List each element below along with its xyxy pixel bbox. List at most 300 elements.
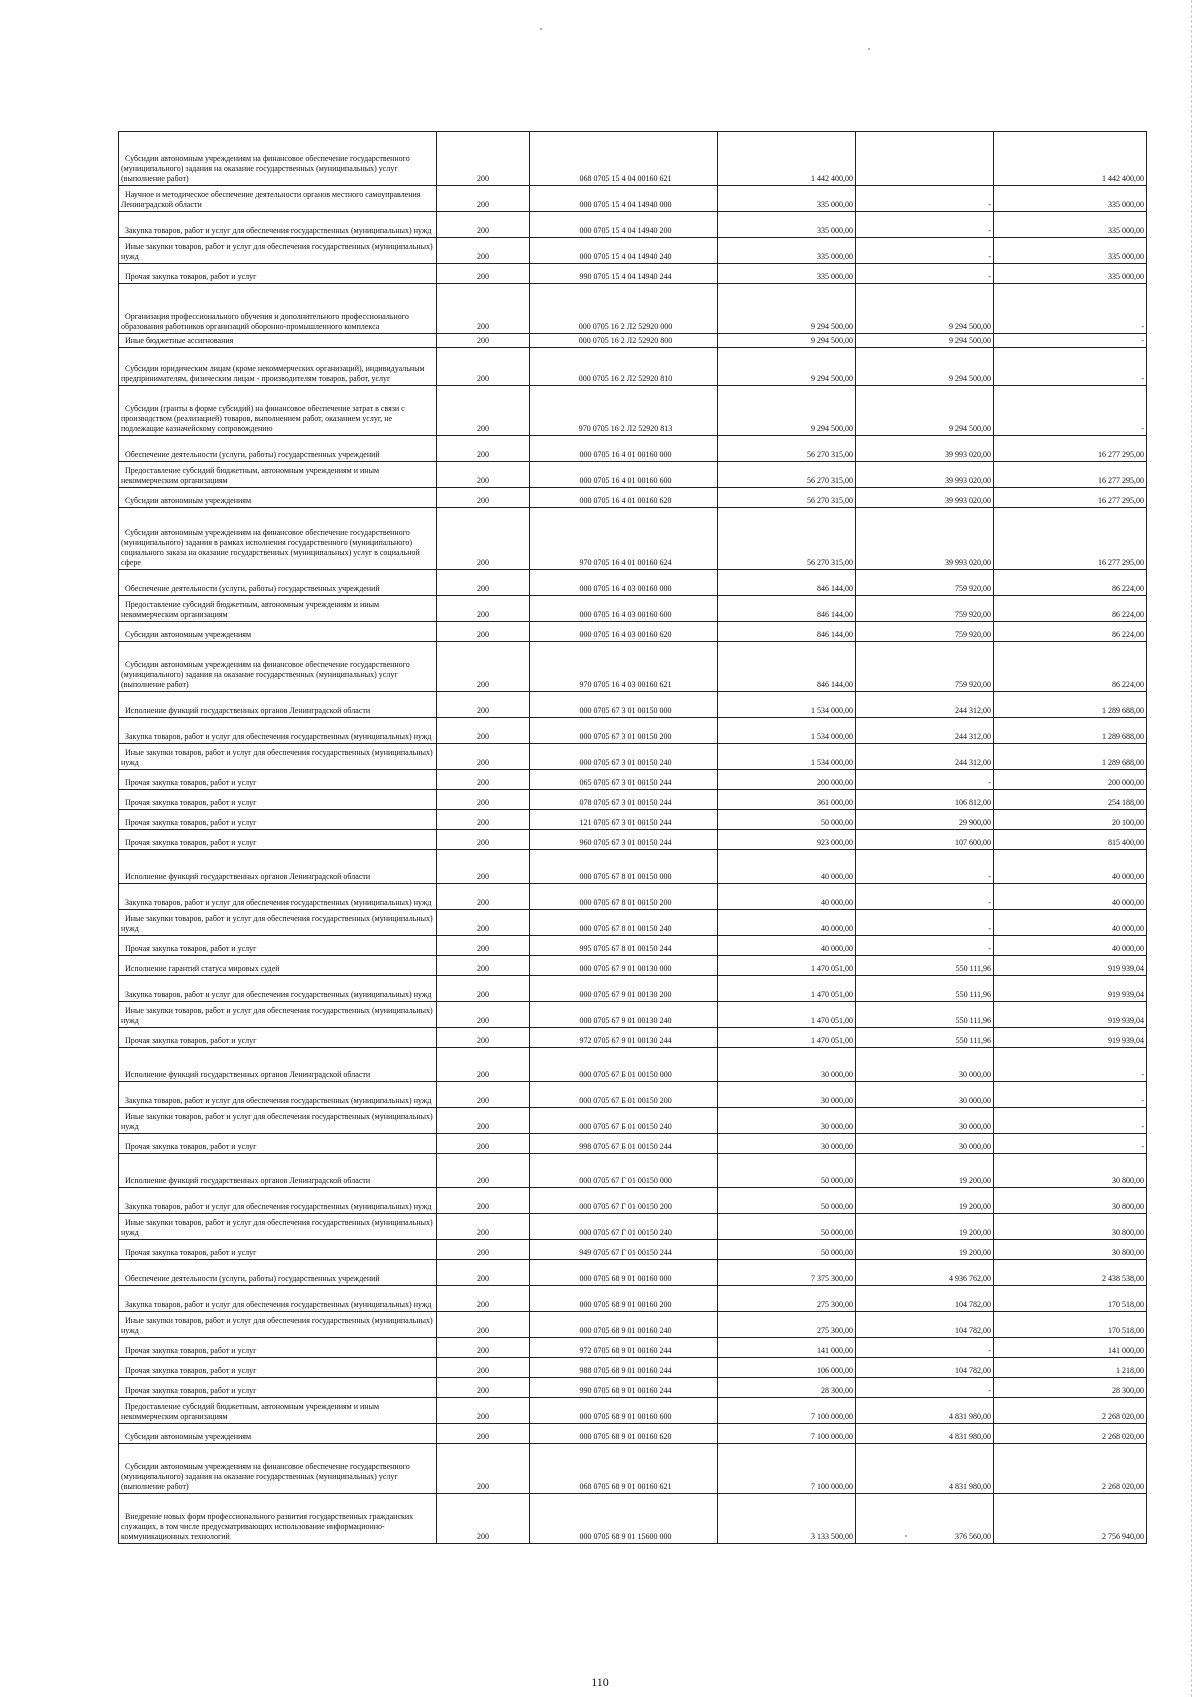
row-executed-amount: 30 000,00 bbox=[856, 1108, 994, 1134]
row-unexecuted-amount: 30 800,00 bbox=[994, 1240, 1147, 1260]
row-unexecuted-amount: 86 224,00 bbox=[994, 622, 1147, 642]
row-unexecuted-amount: 2 438 538,00 bbox=[994, 1260, 1147, 1286]
row-unexecuted-amount: - bbox=[994, 1108, 1147, 1134]
row-approved-amount: 1 534 000,00 bbox=[718, 744, 856, 770]
row-name: Субсидии автономным учреждениям bbox=[119, 488, 437, 508]
row-executed-amount: 19 200,00 bbox=[856, 1188, 994, 1214]
row-code: 200 bbox=[437, 596, 530, 622]
row-code: 200 bbox=[437, 1028, 530, 1048]
row-name: Исполнение функций государственных органов Ленинградской области bbox=[119, 1154, 437, 1188]
row-name: Научное и методическое обеспечение деятельности органов местного самоуправления Ленинградской области bbox=[119, 186, 437, 212]
row-executed-amount bbox=[856, 132, 994, 186]
row-classification: 000 0705 67 9 01 00130 240 bbox=[530, 1002, 718, 1028]
row-approved-amount: 1 534 000,00 bbox=[718, 718, 856, 744]
row-unexecuted-amount: 40 000,00 bbox=[994, 936, 1147, 956]
row-executed-amount: 550 111,96 bbox=[856, 1028, 994, 1048]
table-row bbox=[119, 790, 1147, 810]
row-code: 200 bbox=[437, 348, 530, 386]
row-code: 200 bbox=[437, 1188, 530, 1214]
row-approved-amount: 50 000,00 bbox=[718, 1154, 856, 1188]
table-row bbox=[119, 1424, 1147, 1444]
row-name: Обеспечение деятельности (услуги, работы) государственных учреждений bbox=[119, 570, 437, 596]
row-code: 200 bbox=[437, 976, 530, 1002]
row-executed-amount: 104 782,00 bbox=[856, 1286, 994, 1312]
row-classification: 000 0705 68 9 01 00160 200 bbox=[530, 1286, 718, 1312]
row-executed-amount: - bbox=[856, 884, 994, 910]
row-name: Прочая закупка товаров, работ и услуг bbox=[119, 1240, 437, 1260]
table-row bbox=[119, 488, 1147, 508]
row-classification: 000 0705 16 4 01 00160 620 bbox=[530, 488, 718, 508]
row-executed-amount: 244 312,00 bbox=[856, 692, 994, 718]
row-code: 200 bbox=[437, 264, 530, 284]
row-name: Иные закупки товаров, работ и услуг для обеспечения государственных (муниципальных) нужд bbox=[119, 238, 437, 264]
row-approved-amount: 1 442 400,00 bbox=[718, 132, 856, 186]
table-row bbox=[119, 692, 1147, 718]
table-row bbox=[119, 264, 1147, 284]
table-row bbox=[119, 770, 1147, 790]
row-name: Обеспечение деятельности (услуги, работы) государственных учреждений bbox=[119, 436, 437, 462]
row-code: 200 bbox=[437, 334, 530, 348]
row-classification: 000 0705 67 Г 01 00150 200 bbox=[530, 1188, 718, 1214]
row-approved-amount: 9 294 500,00 bbox=[718, 348, 856, 386]
table-row bbox=[119, 622, 1147, 642]
row-approved-amount: 1 470 051,00 bbox=[718, 956, 856, 976]
table-row bbox=[119, 718, 1147, 744]
row-unexecuted-amount: 1 218,00 bbox=[994, 1358, 1147, 1378]
row-executed-amount: - bbox=[856, 936, 994, 956]
row-code: 200 bbox=[437, 436, 530, 462]
row-name: Иные закупки товаров, работ и услуг для обеспечения государственных (муниципальных) нужд bbox=[119, 910, 437, 936]
row-code: 200 bbox=[437, 1312, 530, 1338]
row-classification: 000 0705 16 2 Л2 52920 800 bbox=[530, 334, 718, 348]
row-unexecuted-amount: 2 268 020,00 bbox=[994, 1424, 1147, 1444]
row-unexecuted-amount: 1 442 400,00 bbox=[994, 132, 1147, 186]
row-code: 200 bbox=[437, 956, 530, 976]
row-code: 200 bbox=[437, 1108, 530, 1134]
row-unexecuted-amount: 919 939,04 bbox=[994, 976, 1147, 1002]
row-approved-amount: 7 375 300,00 bbox=[718, 1260, 856, 1286]
row-code: 200 bbox=[437, 508, 530, 570]
row-code: 200 bbox=[437, 622, 530, 642]
row-code: 200 bbox=[437, 1154, 530, 1188]
row-code: 200 bbox=[437, 1002, 530, 1028]
row-approved-amount: 40 000,00 bbox=[718, 884, 856, 910]
row-name: Субсидии автономным учреждениям bbox=[119, 622, 437, 642]
row-unexecuted-amount: - bbox=[994, 386, 1147, 436]
row-name: Субсидии (гранты в форме субсидий) на финансовое обеспечение затрат в связи с производством (реализацией) товаров, выполнением работ, оказанием услуг, не подлежащие казначейскому сопровождению bbox=[119, 386, 437, 436]
row-executed-amount: 244 312,00 bbox=[856, 718, 994, 744]
row-classification: 000 0705 67 9 01 00130 000 bbox=[530, 956, 718, 976]
row-approved-amount: 335 000,00 bbox=[718, 212, 856, 238]
row-classification: 998 0705 67 Б 01 00150 244 bbox=[530, 1134, 718, 1154]
row-unexecuted-amount: 40 000,00 bbox=[994, 910, 1147, 936]
table-row bbox=[119, 976, 1147, 1002]
row-name: Исполнение гарантий статуса мировых судей bbox=[119, 956, 437, 976]
row-code: 200 bbox=[437, 1444, 530, 1494]
row-code: 200 bbox=[437, 1082, 530, 1108]
row-approved-amount: 361 000,00 bbox=[718, 790, 856, 810]
table-row bbox=[119, 910, 1147, 936]
row-executed-amount: - bbox=[856, 186, 994, 212]
row-classification: 000 0705 67 8 01 00150 240 bbox=[530, 910, 718, 936]
row-approved-amount: 846 144,00 bbox=[718, 596, 856, 622]
row-executed-amount: 4 831 980,00 bbox=[856, 1444, 994, 1494]
row-executed-amount: 4 831 980,00 bbox=[856, 1398, 994, 1424]
row-classification: 970 0705 16 4 03 00160 621 bbox=[530, 642, 718, 692]
row-name: Обеспечение деятельности (услуги, работы) государственных учреждений bbox=[119, 1260, 437, 1286]
row-unexecuted-amount: 30 800,00 bbox=[994, 1188, 1147, 1214]
row-executed-amount: 30 000,00 bbox=[856, 1134, 994, 1154]
row-unexecuted-amount: 200 000,00 bbox=[994, 770, 1147, 790]
row-approved-amount: 141 000,00 bbox=[718, 1338, 856, 1358]
row-name: Исполнение функций государственных органов Ленинградской области bbox=[119, 692, 437, 718]
row-executed-amount: - bbox=[856, 850, 994, 884]
table-row bbox=[119, 436, 1147, 462]
row-code: 200 bbox=[437, 1358, 530, 1378]
row-name: Субсидии автономным учреждениям на финансовое обеспечение государственного (муниципального) задания на оказание государственных (муниципальных) услуг (выполнение работ) bbox=[119, 642, 437, 692]
row-executed-amount: - bbox=[856, 264, 994, 284]
table-row bbox=[119, 956, 1147, 976]
row-unexecuted-amount: 170 518,00 bbox=[994, 1286, 1147, 1312]
row-classification: 000 0705 16 4 03 00160 600 bbox=[530, 596, 718, 622]
row-code: 200 bbox=[437, 1048, 530, 1082]
row-unexecuted-amount: 141 000,00 bbox=[994, 1338, 1147, 1358]
row-name: Прочая закупка товаров, работ и услуг bbox=[119, 1338, 437, 1358]
table-row bbox=[119, 238, 1147, 264]
table-row bbox=[119, 334, 1147, 348]
row-unexecuted-amount: 335 000,00 bbox=[994, 212, 1147, 238]
row-name: Прочая закупка товаров, работ и услуг bbox=[119, 790, 437, 810]
row-classification: 990 0705 68 9 01 00160 244 bbox=[530, 1378, 718, 1398]
row-unexecuted-amount: 30 800,00 bbox=[994, 1154, 1147, 1188]
row-executed-amount: 19 200,00 bbox=[856, 1240, 994, 1260]
row-executed-amount: 759 920,00 bbox=[856, 570, 994, 596]
row-classification: 990 0705 15 4 04 14940 244 bbox=[530, 264, 718, 284]
row-code: 200 bbox=[437, 910, 530, 936]
table-row bbox=[119, 642, 1147, 692]
row-code: 200 bbox=[437, 1338, 530, 1358]
row-code: 200 bbox=[437, 132, 530, 186]
table-row bbox=[119, 744, 1147, 770]
row-unexecuted-amount: 86 224,00 bbox=[994, 570, 1147, 596]
table-row bbox=[119, 212, 1147, 238]
row-approved-amount: 335 000,00 bbox=[718, 264, 856, 284]
row-approved-amount: 40 000,00 bbox=[718, 850, 856, 884]
row-name: Прочая закупка товаров, работ и услуг bbox=[119, 1028, 437, 1048]
row-name: Иные закупки товаров, работ и услуг для обеспечения государственных (муниципальных) нужд bbox=[119, 1108, 437, 1134]
table-row bbox=[119, 1312, 1147, 1338]
row-classification: 970 0705 16 4 01 00160 624 bbox=[530, 508, 718, 570]
row-name: Прочая закупка товаров, работ и услуг bbox=[119, 936, 437, 956]
row-classification: 121 0705 67 3 01 00150 244 bbox=[530, 810, 718, 830]
row-approved-amount: 9 294 500,00 bbox=[718, 284, 856, 334]
row-name: Прочая закупка товаров, работ и услуг bbox=[119, 770, 437, 790]
row-unexecuted-amount: 16 277 295,00 bbox=[994, 508, 1147, 570]
row-code: 200 bbox=[437, 718, 530, 744]
table-row bbox=[119, 850, 1147, 884]
table-row bbox=[119, 186, 1147, 212]
table-row bbox=[119, 1188, 1147, 1214]
row-executed-amount: 104 782,00 bbox=[856, 1312, 994, 1338]
row-classification: 000 0705 16 4 01 00160 000 bbox=[530, 436, 718, 462]
row-approved-amount: 50 000,00 bbox=[718, 1214, 856, 1240]
row-unexecuted-amount: 335 000,00 bbox=[994, 238, 1147, 264]
row-name: Исполнение функций государственных органов Ленинградской области bbox=[119, 1048, 437, 1082]
row-approved-amount: 56 270 315,00 bbox=[718, 436, 856, 462]
row-classification: 000 0705 67 3 01 00150 000 bbox=[530, 692, 718, 718]
row-classification: 000 0705 67 9 01 00130 200 bbox=[530, 976, 718, 1002]
row-unexecuted-amount: 86 224,00 bbox=[994, 642, 1147, 692]
scan-speck bbox=[868, 48, 870, 50]
row-name: Прочая закупка товаров, работ и услуг bbox=[119, 810, 437, 830]
row-code: 200 bbox=[437, 850, 530, 884]
table-row bbox=[119, 1002, 1147, 1028]
row-code: 200 bbox=[437, 386, 530, 436]
row-classification: 000 0705 67 8 01 00150 000 bbox=[530, 850, 718, 884]
row-unexecuted-amount: 2 268 020,00 bbox=[994, 1398, 1147, 1424]
row-classification: 960 0705 67 3 01 00150 244 bbox=[530, 830, 718, 850]
row-executed-amount: 30 000,00 bbox=[856, 1082, 994, 1108]
row-code: 200 bbox=[437, 744, 530, 770]
row-classification: 000 0705 15 4 04 14940 240 bbox=[530, 238, 718, 264]
row-unexecuted-amount: 170 518,00 bbox=[994, 1312, 1147, 1338]
row-unexecuted-amount: 919 939,04 bbox=[994, 1002, 1147, 1028]
row-unexecuted-amount: 919 939,04 bbox=[994, 1028, 1147, 1048]
row-name: Иные бюджетные ассигнования bbox=[119, 334, 437, 348]
row-code: 200 bbox=[437, 570, 530, 596]
row-classification: 000 0705 15 4 04 14940 000 bbox=[530, 186, 718, 212]
row-executed-amount: - bbox=[856, 910, 994, 936]
row-name: Прочая закупка товаров, работ и услуг bbox=[119, 1134, 437, 1154]
row-code: 200 bbox=[437, 642, 530, 692]
row-approved-amount: 7 100 000,00 bbox=[718, 1424, 856, 1444]
row-code: 200 bbox=[437, 488, 530, 508]
row-classification: 000 0705 67 Б 01 00150 240 bbox=[530, 1108, 718, 1134]
row-name: Закупка товаров, работ и услуг для обеспечения государственных (муниципальных) нужд bbox=[119, 976, 437, 1002]
row-unexecuted-amount: 16 277 295,00 bbox=[994, 436, 1147, 462]
row-executed-amount: 759 920,00 bbox=[856, 622, 994, 642]
row-name: Закупка товаров, работ и услуг для обеспечения государственных (муниципальных) нужд bbox=[119, 1188, 437, 1214]
row-approved-amount: 9 294 500,00 bbox=[718, 334, 856, 348]
row-name: Субсидии автономным учреждениям на финансовое обеспечение государственного (муниципального) задания на оказание государственных (муниципальных) услуг (выполнение работ) bbox=[119, 1444, 437, 1494]
row-unexecuted-amount: 16 277 295,00 bbox=[994, 488, 1147, 508]
row-classification: 000 0705 67 3 01 00150 240 bbox=[530, 744, 718, 770]
row-classification: 000 0705 16 4 03 00160 000 bbox=[530, 570, 718, 596]
row-approved-amount: 846 144,00 bbox=[718, 622, 856, 642]
row-classification: 068 0705 15 4 04 00160 621 bbox=[530, 132, 718, 186]
row-approved-amount: 1 470 051,00 bbox=[718, 1028, 856, 1048]
table-row bbox=[119, 810, 1147, 830]
row-name: Субсидии автономным учреждениям на финансовое обеспечение государственного (муниципального) задания на оказание государственных (муниципальных) услуг (выполнение работ) bbox=[119, 132, 437, 186]
table-row bbox=[119, 1082, 1147, 1108]
table-row bbox=[119, 1134, 1147, 1154]
row-approved-amount: 1 470 051,00 bbox=[718, 1002, 856, 1028]
row-executed-amount: 550 111,96 bbox=[856, 956, 994, 976]
row-classification: 000 0705 16 4 03 00160 620 bbox=[530, 622, 718, 642]
row-unexecuted-amount: 28 300,00 bbox=[994, 1378, 1147, 1398]
table-row bbox=[119, 1108, 1147, 1134]
row-classification: 000 0705 16 2 Л2 52920 810 bbox=[530, 348, 718, 386]
row-unexecuted-amount: 335 000,00 bbox=[994, 264, 1147, 284]
row-unexecuted-amount: - bbox=[994, 284, 1147, 334]
row-executed-amount: 759 920,00 bbox=[856, 596, 994, 622]
row-code: 200 bbox=[437, 936, 530, 956]
row-classification: 972 0705 68 9 01 00160 244 bbox=[530, 1338, 718, 1358]
row-unexecuted-amount: - bbox=[994, 1134, 1147, 1154]
row-classification: 065 0705 67 3 01 00150 244 bbox=[530, 770, 718, 790]
table-row bbox=[119, 1240, 1147, 1260]
table-row bbox=[119, 462, 1147, 488]
row-classification: 000 0705 67 Г 01 00150 240 bbox=[530, 1214, 718, 1240]
row-unexecuted-amount: - bbox=[994, 1082, 1147, 1108]
row-name: Закупка товаров, работ и услуг для обеспечения государственных (муниципальных) нужд bbox=[119, 1286, 437, 1312]
table-row bbox=[119, 1358, 1147, 1378]
row-approved-amount: 40 000,00 bbox=[718, 910, 856, 936]
row-classification: 000 0705 68 9 01 00160 240 bbox=[530, 1312, 718, 1338]
row-name: Субсидии автономным учреждениям bbox=[119, 1424, 437, 1444]
row-code: 200 bbox=[437, 1286, 530, 1312]
row-executed-amount: 4 831 980,00 bbox=[856, 1424, 994, 1444]
row-approved-amount: 1 470 051,00 bbox=[718, 976, 856, 1002]
row-code: 200 bbox=[437, 462, 530, 488]
row-classification: 000 0705 67 Г 01 00150 000 bbox=[530, 1154, 718, 1188]
row-classification: 000 0705 68 9 01 00160 620 bbox=[530, 1424, 718, 1444]
row-unexecuted-amount: 1 289 688,00 bbox=[994, 692, 1147, 718]
row-executed-amount: 39 993 020,00 bbox=[856, 488, 994, 508]
row-unexecuted-amount: 2 268 020,00 bbox=[994, 1444, 1147, 1494]
row-approved-amount: 7 100 000,00 bbox=[718, 1444, 856, 1494]
scan-edge-artifact bbox=[1191, 0, 1194, 1697]
row-unexecuted-amount: 1 289 688,00 bbox=[994, 718, 1147, 744]
row-approved-amount: 30 000,00 bbox=[718, 1048, 856, 1082]
row-executed-amount: 30 000,00 bbox=[856, 1048, 994, 1082]
row-executed-amount: 39 993 020,00 bbox=[856, 462, 994, 488]
row-approved-amount: 50 000,00 bbox=[718, 1188, 856, 1214]
row-unexecuted-amount: 1 289 688,00 bbox=[994, 744, 1147, 770]
row-unexecuted-amount: 254 188,00 bbox=[994, 790, 1147, 810]
row-approved-amount: 50 000,00 bbox=[718, 1240, 856, 1260]
row-approved-amount: 3 133 500,00 bbox=[718, 1494, 856, 1544]
row-name: Иные закупки товаров, работ и услуг для обеспечения государственных (муниципальных) нужд bbox=[119, 1214, 437, 1240]
row-name: Иные закупки товаров, работ и услуг для обеспечения государственных (муниципальных) нужд bbox=[119, 1002, 437, 1028]
row-unexecuted-amount: 2 756 940,00 bbox=[994, 1494, 1147, 1544]
row-approved-amount: 56 270 315,00 bbox=[718, 488, 856, 508]
row-unexecuted-amount: 815 400,00 bbox=[994, 830, 1147, 850]
row-unexecuted-amount: 30 800,00 bbox=[994, 1214, 1147, 1240]
row-name: Закупка товаров, работ и услуг для обеспечения государственных (муниципальных) нужд bbox=[119, 718, 437, 744]
row-executed-amount: 29 900,00 bbox=[856, 810, 994, 830]
row-approved-amount: 1 534 000,00 bbox=[718, 692, 856, 718]
row-unexecuted-amount: - bbox=[994, 348, 1147, 386]
page-number: 110 bbox=[591, 1675, 609, 1689]
row-unexecuted-amount: 86 224,00 bbox=[994, 596, 1147, 622]
table-row bbox=[119, 830, 1147, 850]
row-approved-amount: 275 300,00 bbox=[718, 1286, 856, 1312]
row-executed-amount: 376 560,00 bbox=[856, 1494, 994, 1544]
budget-execution-table bbox=[118, 131, 1147, 1544]
row-approved-amount: 30 000,00 bbox=[718, 1108, 856, 1134]
row-classification: 000 0705 67 3 01 00150 200 bbox=[530, 718, 718, 744]
row-name: Субсидии юридическим лицам (кроме некоммерческих организаций), индивидуальным предпринимателям, физическим лицам - производителям товаров, работ, услуг bbox=[119, 348, 437, 386]
row-executed-amount: 39 993 020,00 bbox=[856, 508, 994, 570]
row-name: Закупка товаров, работ и услуг для обеспечения государственных (муниципальных) нужд bbox=[119, 1082, 437, 1108]
row-approved-amount: 50 000,00 bbox=[718, 810, 856, 830]
table-row bbox=[119, 386, 1147, 436]
row-code: 200 bbox=[437, 1214, 530, 1240]
row-code: 200 bbox=[437, 212, 530, 238]
row-unexecuted-amount: 40 000,00 bbox=[994, 884, 1147, 910]
row-executed-amount: 106 812,00 bbox=[856, 790, 994, 810]
row-classification: 000 0705 67 Б 01 00150 200 bbox=[530, 1082, 718, 1108]
row-executed-amount: - bbox=[856, 1378, 994, 1398]
row-executed-amount: 244 312,00 bbox=[856, 744, 994, 770]
table-row bbox=[119, 1154, 1147, 1188]
row-classification: 988 0705 68 9 01 00160 244 bbox=[530, 1358, 718, 1378]
table-row bbox=[119, 570, 1147, 596]
row-code: 200 bbox=[437, 692, 530, 718]
row-code: 200 bbox=[437, 770, 530, 790]
row-name: Закупка товаров, работ и услуг для обеспечения государственных (муниципальных) нужд bbox=[119, 212, 437, 238]
row-approved-amount: 200 000,00 bbox=[718, 770, 856, 790]
row-unexecuted-amount: 335 000,00 bbox=[994, 186, 1147, 212]
table-row bbox=[119, 1338, 1147, 1358]
table-row bbox=[119, 596, 1147, 622]
row-name: Организация профессионального обучения и дополнительного профессионального образования работников организаций оборонно-промышленного комплекса bbox=[119, 284, 437, 334]
row-name: Предоставление субсидий бюджетным, автономным учреждениям и иным некоммерческим организациям bbox=[119, 462, 437, 488]
table-row bbox=[119, 1444, 1147, 1494]
row-code: 200 bbox=[437, 810, 530, 830]
row-classification: 000 0705 68 9 01 00160 000 bbox=[530, 1260, 718, 1286]
row-classification: 000 0705 67 8 01 00150 200 bbox=[530, 884, 718, 910]
scan-speck bbox=[540, 28, 542, 30]
row-code: 200 bbox=[437, 1378, 530, 1398]
row-name: Иные закупки товаров, работ и услуг для обеспечения государственных (муниципальных) нужд bbox=[119, 1312, 437, 1338]
row-code: 200 bbox=[437, 790, 530, 810]
row-executed-amount: 19 200,00 bbox=[856, 1214, 994, 1240]
table-row bbox=[119, 1214, 1147, 1240]
row-code: 200 bbox=[437, 1134, 530, 1154]
row-approved-amount: 846 144,00 bbox=[718, 570, 856, 596]
row-classification: 000 0705 16 2 Л2 52920 000 bbox=[530, 284, 718, 334]
row-code: 200 bbox=[437, 830, 530, 850]
row-classification: 970 0705 16 2 Л2 52920 813 bbox=[530, 386, 718, 436]
row-approved-amount: 7 100 000,00 bbox=[718, 1398, 856, 1424]
table-row bbox=[119, 1260, 1147, 1286]
table-row bbox=[119, 936, 1147, 956]
row-approved-amount: 30 000,00 bbox=[718, 1082, 856, 1108]
row-name: Прочая закупка товаров, работ и услуг bbox=[119, 264, 437, 284]
row-classification: 000 0705 68 9 01 15600 000 bbox=[530, 1494, 718, 1544]
row-name: Закупка товаров, работ и услуг для обеспечения государственных (муниципальных) нужд bbox=[119, 884, 437, 910]
row-classification: 949 0705 67 Г 01 00150 244 bbox=[530, 1240, 718, 1260]
row-approved-amount: 106 000,00 bbox=[718, 1358, 856, 1378]
row-classification: 000 0705 68 9 01 00160 600 bbox=[530, 1398, 718, 1424]
row-unexecuted-amount: 16 277 295,00 bbox=[994, 462, 1147, 488]
table-row bbox=[119, 132, 1147, 186]
row-code: 200 bbox=[437, 884, 530, 910]
row-approved-amount: 846 144,00 bbox=[718, 642, 856, 692]
row-executed-amount: 4 936 762,00 bbox=[856, 1260, 994, 1286]
row-name: Прочая закупка товаров, работ и услуг bbox=[119, 1378, 437, 1398]
table-body bbox=[119, 132, 1147, 1544]
row-classification: 000 0705 67 Б 01 00150 000 bbox=[530, 1048, 718, 1082]
row-executed-amount: - bbox=[856, 212, 994, 238]
row-executed-amount: 9 294 500,00 bbox=[856, 386, 994, 436]
row-classification: 000 0705 16 4 01 00160 600 bbox=[530, 462, 718, 488]
row-name: Внедрение новых форм профессионального развития государственных гражданских служащих, в том числе предусматривающих использование информационно-коммуникационных технологий bbox=[119, 1494, 437, 1544]
row-unexecuted-amount: 40 000,00 bbox=[994, 850, 1147, 884]
table-row bbox=[119, 1048, 1147, 1082]
